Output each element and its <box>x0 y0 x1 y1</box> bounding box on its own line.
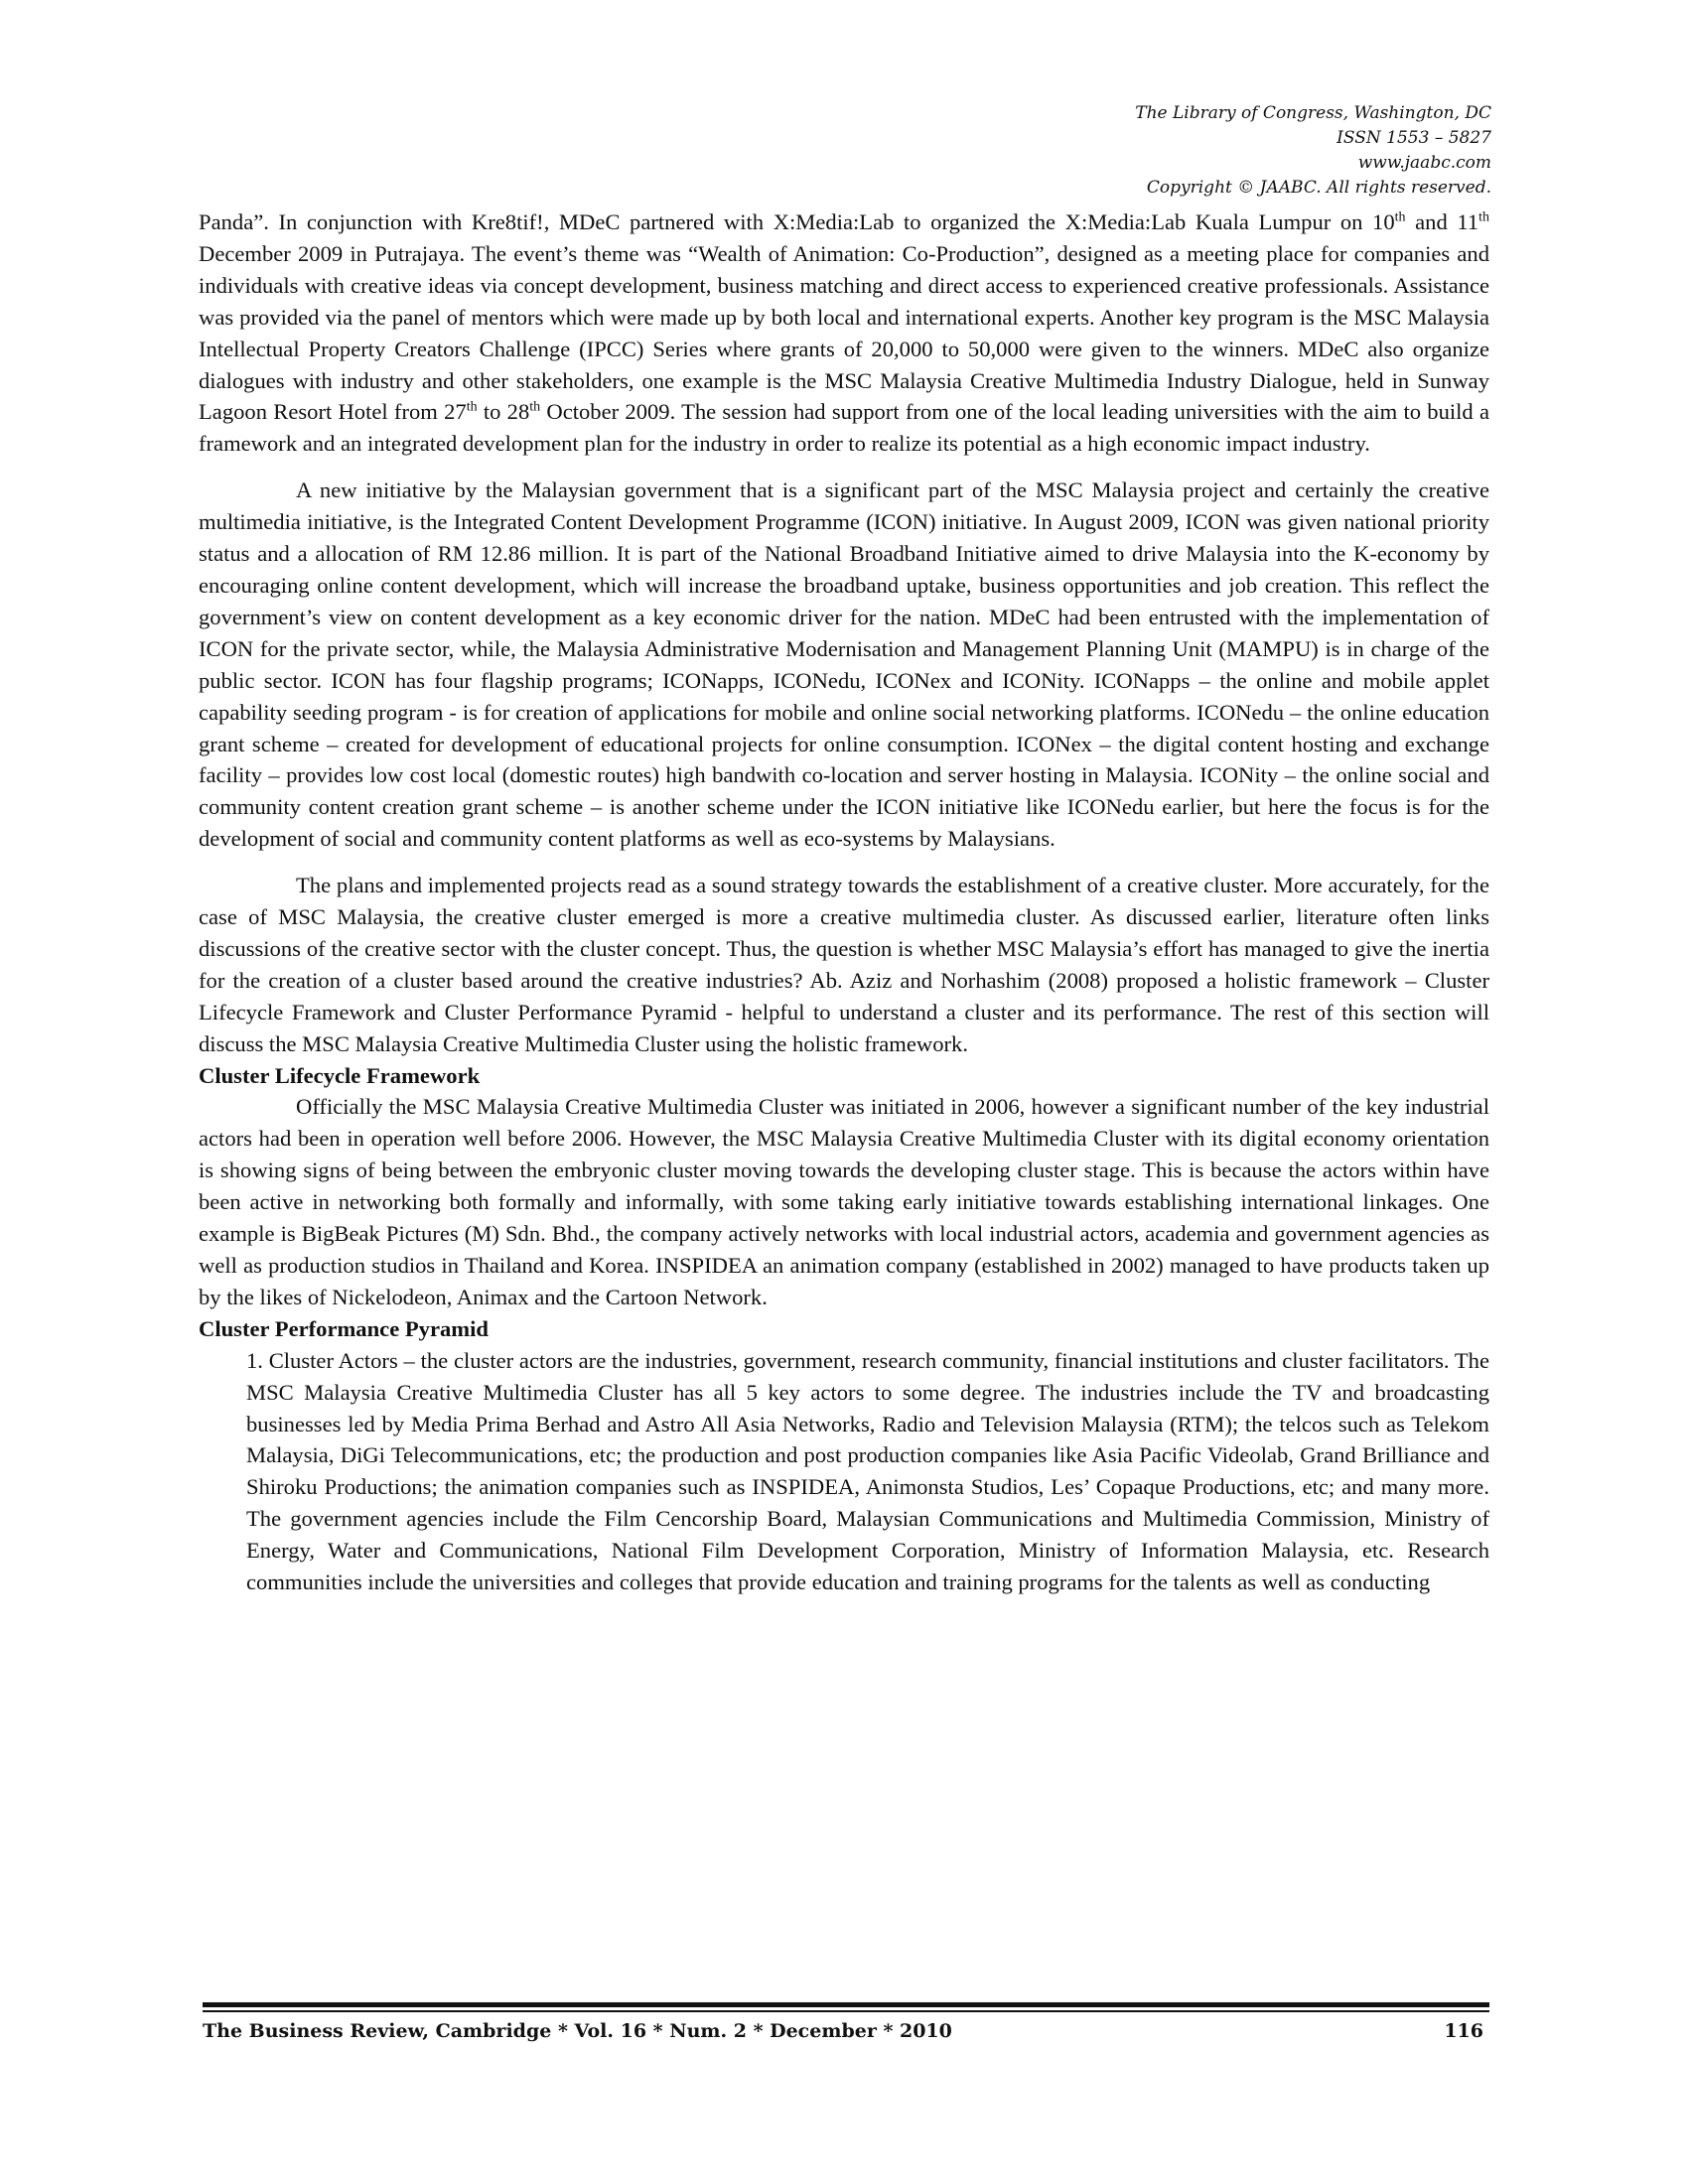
header-copyright: Copyright © JAABC. All rights reserved. <box>1146 178 1491 198</box>
header-website: www.jaabc.com <box>1357 153 1491 173</box>
header-issn: ISSN 1553 – 5827 <box>1336 128 1491 148</box>
page-number: 116 <box>1444 2020 1483 2042</box>
paragraph-icon-initiative: A new initiative by the Malaysian government that is a significant part of the MSC Malaysia project and certainly the creative multimedia initiative, is the Integrated Content Development Programme (ICON) initiative. In August 2009, ICON was given national priority status and a allocation of RM 12.86 million. It is part of the National Broadband Initiative aimed to drive Malaysia into the K-economy by encouraging online content development, which will increase the broadband uptake, business opportunities and job creation. This reflect the government’s view on content development as a key economic driver for the nation. MDeC had been entrusted with the implementation of ICON for the private sector, while, the Malaysia Administrative Modernisation and Management Planning Unit (MAMPU) is in charge of the public sector. ICON has four flagship programs; ICONapps, ICONedu, ICONex and ICONity. ICONapps – the online and mobile applet capability seeding program - is for creation of applications for mobile and online social networking platforms. ICONedu – the online education grant scheme – created for development of educational projects for online consumption. ICONex – the digital content hosting and exchange facility – provides low cost local (domestic routes) high bandwith co-location and server hosting in Malaysia. ICONity – the online social and community content creation grant scheme – is another scheme under the ICON initiative like ICONedu earlier, but here the focus is for the development of social and community content platforms as well as eco-systems by Malaysians. <box>199 478 1489 852</box>
section-heading-pyramid: Cluster Performance Pyramid <box>199 1315 489 1341</box>
page-footer <box>203 2020 1483 2042</box>
footer-rule-thin <box>203 2010 1489 2012</box>
footer-rule-thick <box>203 2002 1489 2007</box>
list-item-cluster-actors: 1. Cluster Actors – the cluster actors are the industries, government, research community, financial institutions and cluster facilitators. The MSC Malaysia Creative Multimedia Cluster has all 5 key actors to some degree. The industries include the TV and broadcasting businesses led by Media Prima Berhad and Astro All Asia Networks, Radio and Television Malaysia (RTM); the telcos such as Telekom Malaysia, DiGi Telecommunications, etc; the production and post production companies like Asia Pacific Videolab, Grand Brilliance and Shiroku Productions; the animation companies such as INSPIDEA, Animonsta Studios, Les’ Copaque Productions, etc; and many more. The government agencies include the Film Cencorship Board, Malaysian Communications and Multimedia Commission, Ministry of Energy, Water and Communications, National Film Development Corporation, Ministry of Information Malaysia, etc. Research communities include the universities and colleges that provide education and training programs for the talents as well as conducting <box>246 1347 1489 1595</box>
footer-journal: The Business Review, Cambridge * Vol. 16 * Num. 2 * December * 2010 <box>203 2020 952 2042</box>
article-body <box>199 206 1489 1598</box>
paragraph-lifecycle: Officially the MSC Malaysia Creative Multimedia Cluster was initiated in 2006, however a significant number of the key industrial actors had been in operation well before 2006. However, the MSC Malaysia Creative Multimedia Cluster with its digital economy orientation is showing signs of being between the embryonic cluster moving towards the developing cluster stage. This is because the actors within have been active in networking both formally and informally, with some taking early initiative towards establishing international linkages. One example is BigBeak Pictures (M) Sdn. Bhd., the company actively networks with local industrial actors, academia and government agencies as well as production studios in Thailand and Korea. INSPIDEA an animation company (established in 2002) managed to have products taken up by the likes of Nickelodeon, Animax and the Cartoon Network. <box>199 1094 1489 1309</box>
page-header <box>1135 101 1491 201</box>
paragraph-xmedialab: Panda”. In conjunction with Kre8tif!, MDeC partnered with X:Media:Lab to organized the X:Media:Lab Kuala Lumpur on 10th and 11th December 2009 in Putrajaya. The event’s theme was “Wealth of Animation: Co-Production”, designed as a meeting place for companies and individuals with creative ideas via concept development, business matching and direct access to experienced creative professionals. Assistance was provided via the panel of mentors which were made up by both local and international experts. Another key program is the MSC Malaysia Intellectual Property Creators Challenge (IPCC) Series where grants of 20,000 to 50,000 were given to the winners. MDeC also organize dialogues with industry and other stakeholders, one example is the MSC Malaysia Creative Multimedia Industry Dialogue, held in Sunway Lagoon Resort Hotel from 27th to 28th October 2009. The session had support from one of the local leading universities with the aim to build a framework and an integrated development plan for the industry in order to realize its potential as a high economic impact industry. <box>199 209 1490 457</box>
header-library: The Library of Congress, Washington, DC <box>1135 103 1491 123</box>
section-heading-lifecycle: Cluster Lifecycle Framework <box>199 1062 481 1088</box>
paragraph-creative-cluster: The plans and implemented projects read as a sound strategy towards the establishment of a creative cluster. More accurately, for the case of MSC Malaysia, the creative cluster emerged is more a creative multimedia cluster. As discussed earlier, literature often links discussions of the creative sector with the cluster concept. Thus, the question is whether MSC Malaysia’s effort has managed to give the inertia for the creation of a cluster based around the creative industries? Ab. Aziz and Norhashim (2008) proposed a holistic framework – Cluster Lifecycle Framework and Cluster Performance Pyramid - helpful to understand a cluster and its performance. The rest of this section will discuss the MSC Malaysia Creative Multimedia Cluster using the holistic framework. <box>199 873 1489 1056</box>
